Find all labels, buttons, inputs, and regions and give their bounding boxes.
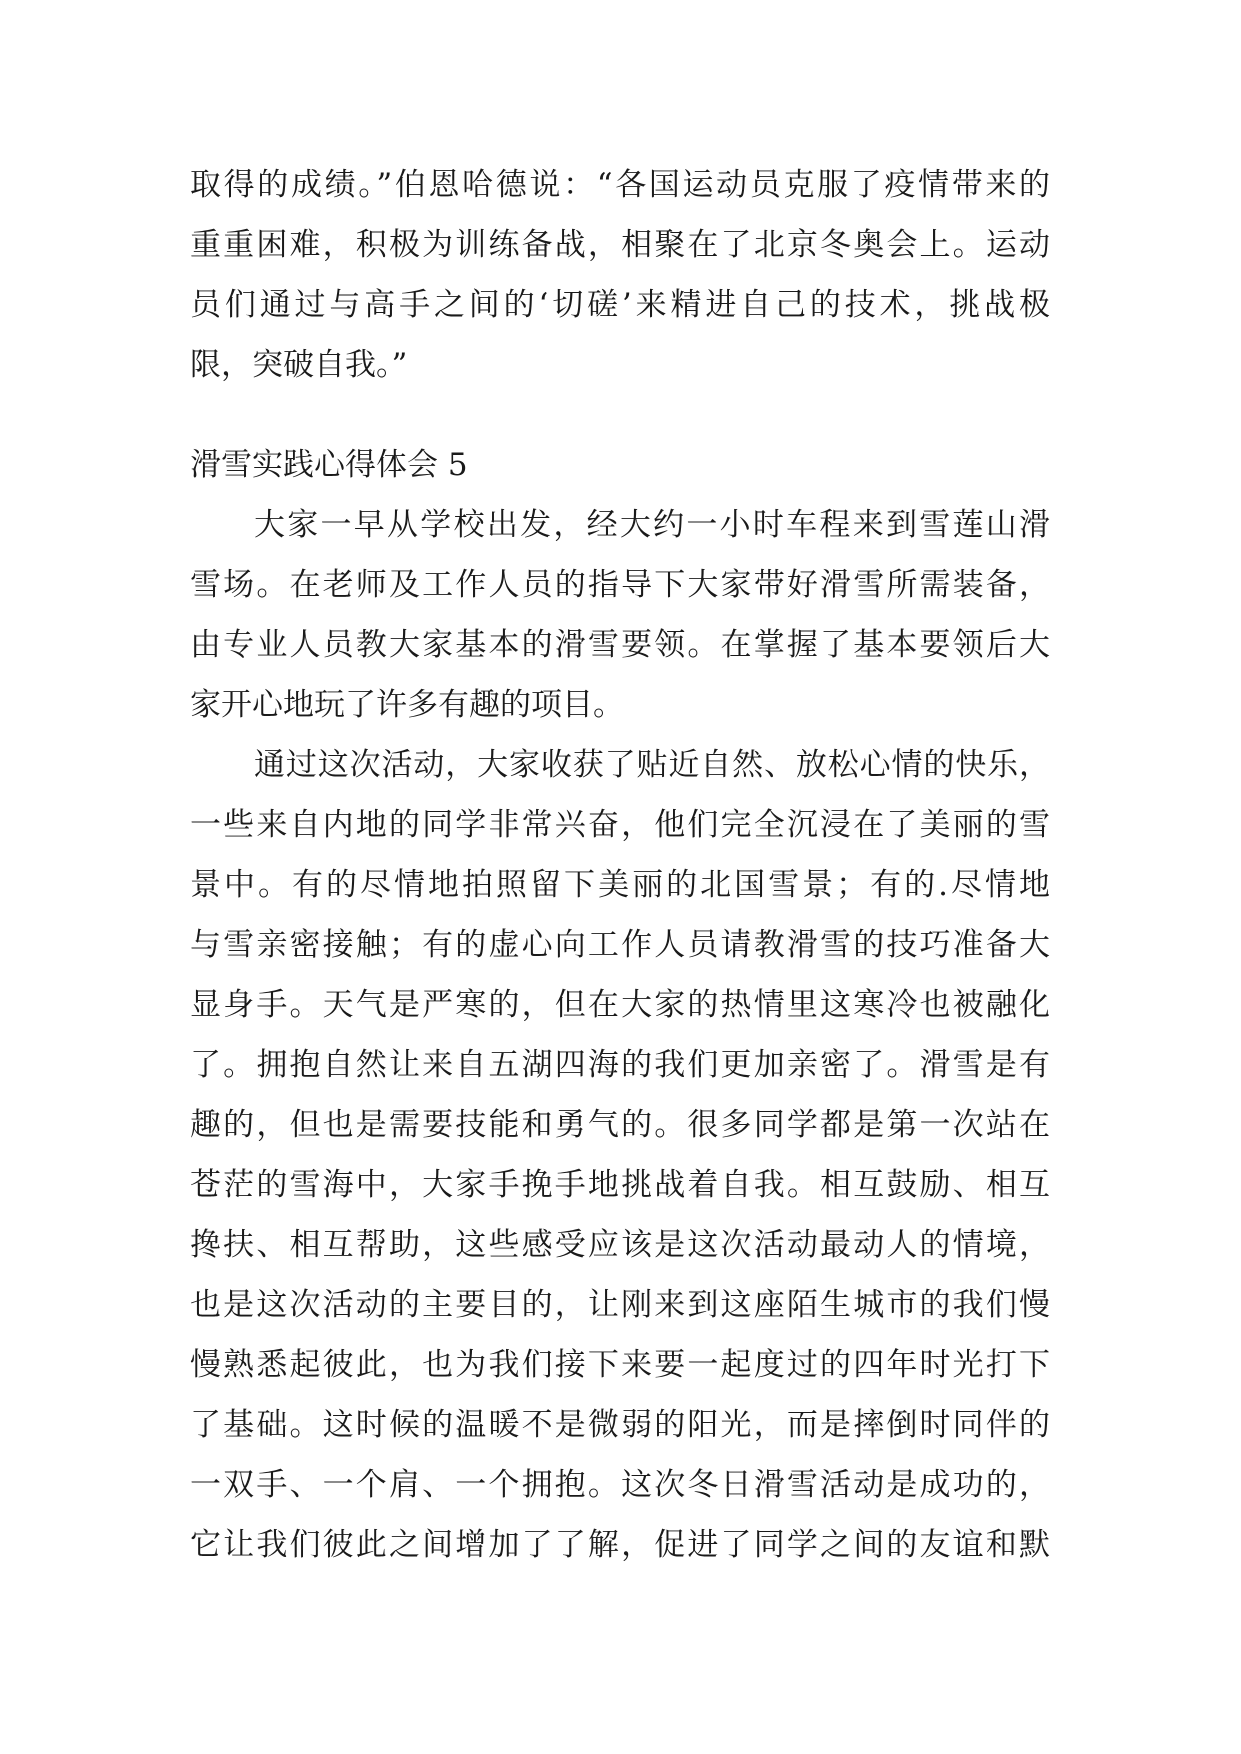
paragraph-1 xyxy=(190,155,1050,395)
text-line: 家开心地玩了许多有趣的项目。 xyxy=(190,687,624,723)
paragraph-gap xyxy=(190,395,1050,435)
text-line: 员们通过与高手之间的‘切磋’来精进自己的技术，挑战极 xyxy=(190,287,1050,323)
text-line: 大家一早从学校出发，经大约一小时车程来到雪莲山滑 xyxy=(254,507,1050,543)
paragraph-3 xyxy=(190,735,1050,1575)
text-line: 取得的成绩。”伯恩哈德说：“各国运动员克服了疫情带来的 xyxy=(190,167,1050,203)
text-line: 慢熟悉起彼此，也为我们接下来要一起度过的四年时光打下 xyxy=(190,1347,1050,1383)
text-line: 了。拥抱自然让来自五湖四海的我们更加亲密了。滑雪是有 xyxy=(190,1047,1050,1083)
document-body xyxy=(190,155,1050,1575)
text-line: 一些来自内地的同学非常兴奋，他们完全沉浸在了美丽的雪 xyxy=(190,807,1050,843)
text-line: 一双手、一个肩、一个拥抱。这次冬日滑雪活动是成功的， xyxy=(190,1467,1050,1503)
text-line: 趣的，但也是需要技能和勇气的。很多同学都是第一次站在 xyxy=(190,1107,1050,1143)
text-line: 显身手。天气是严寒的，但在大家的热情里这寒冷也被融化 xyxy=(190,987,1050,1023)
text-line: 限，突破自我。” xyxy=(190,347,408,383)
text-line: 雪场。在老师及工作人员的指导下大家带好滑雪所需装备， xyxy=(190,567,1050,603)
text-line: 了基础。这时候的温暖不是微弱的阳光，而是摔倒时同伴的 xyxy=(190,1407,1050,1443)
text-line: 重重困难，积极为训练备战，相聚在了北京冬奥会上。运动 xyxy=(190,227,1050,263)
section-heading: 滑雪实践心得体会 5 xyxy=(190,447,468,483)
text-line: 它让我们彼此之间增加了了解，促进了同学之间的友谊和默 xyxy=(190,1527,1050,1563)
text-line: 景中。有的尽情地拍照留下美丽的北国雪景；有的.尽情地 xyxy=(190,867,1050,903)
text-line: 通过这次活动，大家收获了贴近自然、放松心情的快乐， xyxy=(254,747,1050,783)
text-line: 苍茫的雪海中，大家手挽手地挑战着自我。相互鼓励、相互 xyxy=(190,1167,1050,1203)
paragraph-2 xyxy=(190,495,1050,735)
text-line: 与雪亲密接触；有的虚心向工作人员请教滑雪的技巧准备大 xyxy=(190,927,1050,963)
text-line: 由专业人员教大家基本的滑雪要领。在掌握了基本要领后大 xyxy=(190,627,1050,663)
text-line: 搀扶、相互帮助，这些感受应该是这次活动最动人的情境， xyxy=(190,1227,1050,1263)
text-line: 也是这次活动的主要目的，让刚来到这座陌生城市的我们慢 xyxy=(190,1287,1050,1323)
